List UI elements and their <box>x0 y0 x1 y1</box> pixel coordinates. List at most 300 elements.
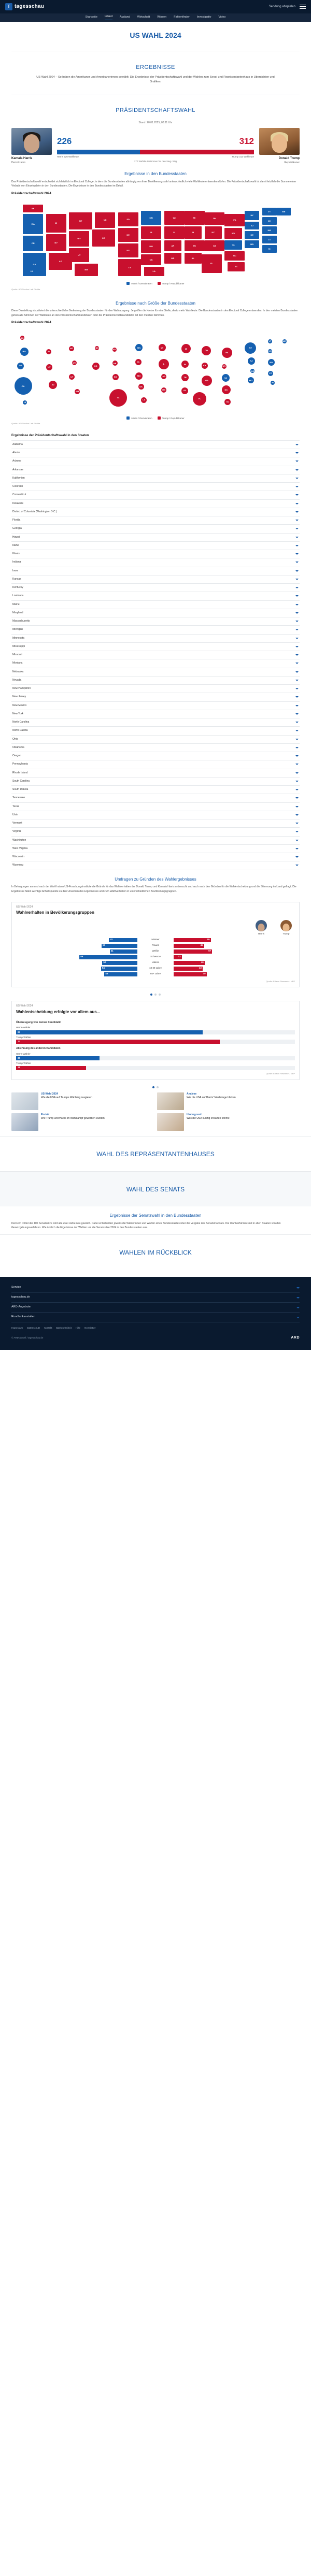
state-name: Kentucky <box>12 586 23 589</box>
state-accordion-item[interactable] <box>11 534 300 542</box>
chevron-down-icon <box>295 553 299 555</box>
state-name: Oklahoma <box>12 745 24 749</box>
harris-bar-caption: Harris 226 Wahlleute <box>57 155 79 158</box>
footer-section-label: tagesschau.de <box>11 1296 30 1299</box>
state-name: Arkansas <box>12 468 23 471</box>
chevron-down-icon <box>295 469 299 471</box>
state-accordion-item[interactable] <box>11 643 300 651</box>
chevron-down-icon <box>295 797 299 799</box>
chevron-down-icon <box>295 713 299 715</box>
state-accordion-item[interactable] <box>11 491 300 499</box>
chevron-down-icon <box>295 646 299 647</box>
senate-states-block <box>0 1206 311 1234</box>
teaser-kicker: Porträt <box>41 1113 50 1116</box>
chevron-down-icon <box>295 671 299 673</box>
article-teaser[interactable] <box>157 1092 300 1110</box>
state-accordion-item[interactable] <box>11 811 300 819</box>
chevron-down-icon <box>295 696 299 698</box>
article-teaser[interactable] <box>157 1113 300 1131</box>
carousel-dots-1[interactable] <box>0 991 311 997</box>
house-section-title: WAHL DES REPRÄSENTANTENHAUSES <box>0 1136 311 1171</box>
state-name: Iowa <box>12 569 18 572</box>
state-accordion-item[interactable] <box>11 760 300 769</box>
nav-item-2[interactable]: Ausland <box>119 16 130 19</box>
state-name: Idaho <box>12 543 19 547</box>
state-name: Minnesota <box>12 636 25 640</box>
state-accordion-item[interactable] <box>11 500 300 508</box>
trump-photo <box>259 128 300 155</box>
state-accordion-item[interactable] <box>11 516 300 525</box>
state-name: Nebraska <box>12 670 24 673</box>
state-accordion-item[interactable] <box>11 474 300 483</box>
state-accordion-item[interactable] <box>11 617 300 626</box>
state-name: Delaware <box>12 501 24 505</box>
state-name: Utah <box>12 813 18 816</box>
electoral-bubble-map[interactable] <box>0 331 311 422</box>
state-name: Louisiana <box>12 594 24 598</box>
chevron-down-icon <box>295 520 299 521</box>
footer-section-item[interactable] <box>11 1313 300 1322</box>
harris-electoral-votes: 226 <box>57 136 72 147</box>
state-accordion-item[interactable] <box>11 483 300 491</box>
state-accordion-item[interactable] <box>11 693 300 701</box>
bar-fill: 30 <box>16 1056 100 1060</box>
legend-trump-bubble: Trump / Republikaner <box>158 416 185 421</box>
state-accordion-item[interactable] <box>11 651 300 659</box>
card2-title: Wahlentscheidung erfolgte vor allem aus... <box>16 1009 101 1014</box>
chevron-down-icon <box>295 621 299 622</box>
state-name: South Dakota <box>12 788 29 791</box>
card2-head-2: Ablehnung des anderen Kandidaten <box>16 1047 61 1050</box>
state-accordion-item[interactable] <box>11 861 300 870</box>
state-name: Florida <box>12 519 21 522</box>
bar-fill: 25 <box>16 1066 86 1070</box>
state-results-block <box>0 165 311 202</box>
state-accordion-item[interactable] <box>11 609 300 617</box>
poll-row <box>16 938 295 942</box>
poll-bar-row <box>16 1062 295 1070</box>
state-accordion-item[interactable] <box>11 819 300 828</box>
chevron-down-icon <box>295 460 299 462</box>
candidate-trump <box>259 128 300 165</box>
poll-card-demographics <box>11 902 300 987</box>
harris-value-bar: 49 <box>104 972 137 976</box>
teaser-headline: Wie die USA auf Harris' Niederlage blicken <box>187 1096 236 1100</box>
teaser-kicker: US-Wahl 2024 <box>41 1092 58 1096</box>
bar-track <box>16 1030 295 1034</box>
state-accordion-item[interactable] <box>11 567 300 575</box>
state-accordion-item[interactable] <box>11 525 300 533</box>
group-label: Schwarze <box>150 955 161 958</box>
teaser-thumbnail <box>157 1113 184 1131</box>
chevron-down-icon <box>295 511 299 513</box>
brand-logo[interactable] <box>5 3 44 11</box>
electoral-map-canvas: WA OR CA ID NV AZ MT WY UT NM CO ND SD NE KS TX MN IA MO OK LA WI IL AR MS MI IN TN AL OH KY GA FL PA WV VA NC SC NY NJ DE MD VT NH MA CT RI ME HI AK <box>11 202 300 279</box>
state-accordion-item[interactable] <box>11 635 300 643</box>
state-accordion-item[interactable] <box>11 441 300 449</box>
carousel-dot-3[interactable] <box>159 994 161 996</box>
poll-bar-row <box>16 1036 295 1044</box>
chevron-down-icon <box>295 789 299 790</box>
teaser-headline: Wie Trump und Harris im Wahlkampf geworben wurden <box>41 1117 105 1120</box>
chevron-down-icon <box>295 865 299 866</box>
footer-section-item[interactable] <box>11 1303 300 1313</box>
footer-section-label: Service <box>11 1286 21 1289</box>
harris-name: Kamala Harris <box>11 157 33 161</box>
bar-label: Harris-Wähler <box>16 1026 31 1029</box>
state-name: West Virginia <box>12 846 28 850</box>
chevron-down-icon <box>295 680 299 681</box>
harris-value-bar: 53 <box>102 944 137 948</box>
electoral-vote-bar <box>52 135 259 165</box>
bar-track <box>16 1066 295 1070</box>
state-name: Pennsylvania <box>12 762 28 766</box>
poll-harris-label: Harris <box>258 932 264 936</box>
state-name: Montana <box>12 661 23 665</box>
card2-source: Quelle: Edison Research / NEP <box>266 1072 295 1075</box>
state-accordion-item[interactable] <box>11 786 300 794</box>
legend-harris-bubble: Harris / Demokraten <box>126 416 152 421</box>
bar-fill: 67 <box>16 1030 203 1034</box>
card1-chart <box>16 938 295 976</box>
state-accordion-item[interactable] <box>11 685 300 693</box>
footer-copyright: © ARD-aktuell / tagesschau.de <box>11 1336 44 1339</box>
state-accordion-item[interactable] <box>11 710 300 718</box>
state-accordion-item[interactable] <box>11 601 300 609</box>
article-teaser[interactable] <box>11 1092 154 1110</box>
state-accordion-item[interactable] <box>11 575 300 584</box>
state-name: New Hampshire <box>12 687 31 690</box>
state-name: Wisconsin <box>12 855 24 859</box>
chevron-down-icon <box>295 486 299 487</box>
state-accordion-item[interactable] <box>11 584 300 592</box>
chevron-down-icon <box>296 1287 300 1289</box>
poll-row <box>16 955 295 959</box>
state-accordion-item[interactable] <box>11 668 300 677</box>
majority-note: 270 Wahlleutestimmen für den Sieg nötig <box>134 160 177 163</box>
teaser-thumbnail <box>11 1092 38 1110</box>
ard-logo: ARD <box>291 1335 300 1340</box>
card1-candidate-heads <box>16 919 295 938</box>
harris-photo <box>11 128 52 155</box>
page-title: US WAHL 2024 <box>130 31 181 39</box>
state-name: Washington <box>12 838 26 842</box>
electoral-bar-track <box>57 150 254 154</box>
candidate-harris <box>11 128 52 165</box>
state-name: Massachusetts <box>12 620 30 623</box>
trump-value-bar: 46 <box>174 961 205 965</box>
card1-title: Wahlverhalten in Bevölkerungsgruppen <box>16 910 94 915</box>
chevron-down-icon <box>295 705 299 707</box>
carousel-dot-2[interactable] <box>154 994 157 996</box>
chevron-down-icon <box>295 452 299 454</box>
group-label: Männer <box>151 938 160 941</box>
footer-section-item[interactable] <box>11 1293 300 1303</box>
poll-row <box>16 967 295 971</box>
group-label: 18-29 Jahre <box>149 967 162 970</box>
state-name: Kalifornien <box>12 476 25 480</box>
bubble-chart-label: Präsidentschaftswahl 2024 <box>11 321 51 325</box>
chevron-down-icon <box>295 663 299 664</box>
size-results-block <box>0 294 311 331</box>
state-accordion-item[interactable] <box>11 853 300 861</box>
carousel-dot-a[interactable] <box>152 1086 154 1088</box>
legend-trump: Trump / Republikaner <box>158 282 185 286</box>
card2-chart-1 <box>16 1026 295 1044</box>
state-accordion-item[interactable] <box>11 794 300 802</box>
poll-row <box>16 949 295 954</box>
chevron-down-icon <box>295 587 299 588</box>
chevron-down-icon <box>295 570 299 572</box>
state-name: South Carolina <box>12 779 30 783</box>
state-accordion-item[interactable] <box>11 752 300 760</box>
harris-value-bar: 42 <box>109 938 137 942</box>
poll-trump-label: Trump <box>282 932 290 936</box>
state-name: Virginia <box>12 830 21 833</box>
state-name: Missouri <box>12 653 22 657</box>
state-accordion-item[interactable] <box>11 626 300 634</box>
state-name: Wyoming <box>12 864 23 867</box>
state-accordion-item[interactable] <box>11 744 300 752</box>
state-accordion-item[interactable] <box>11 659 300 668</box>
map-source: Quelle: AP/Election Lab Florida <box>11 287 40 291</box>
article-teaser[interactable] <box>11 1113 154 1131</box>
bar-track <box>16 1040 295 1044</box>
state-accordion-item[interactable] <box>11 542 300 550</box>
chevron-down-icon <box>295 444 299 445</box>
state-accordion-item[interactable] <box>11 828 300 836</box>
nav-item-5[interactable]: Faktenfinder <box>174 16 190 19</box>
teaser-headline: Wie die USA auf Trumps Wahlsieg reagieren <box>41 1096 92 1100</box>
state-accordion-item[interactable] <box>11 727 300 735</box>
size-results-text: Diese Darstellung visualisiert die unterschiedliche Bedeutung der Bundesstaaten für den Wahlausgang. Je größer die Kreise für eine Stelle, desto mehr Wahlleute. Die Bundesstaaten in den Electoral College entsenden. In den meisten Bundesstaaten gehen alle Stimmen der Wahlleute an den Präsidentschaftskandidaten oder die Präsidentschaftskandidatin mit den meisten Stimmen. <box>11 309 298 317</box>
chevron-down-icon <box>295 848 299 850</box>
state-name: Indiana <box>12 560 21 564</box>
result-timestamp: Stand: 20.01.2025, 08:11 Uhr <box>138 121 173 124</box>
footer-link[interactable]: Kontakt <box>44 1327 52 1330</box>
state-accordion-item[interactable] <box>11 592 300 600</box>
state-name: New Jersey <box>12 695 26 699</box>
state-name: North Carolina <box>12 721 30 724</box>
states-accordion-title: Ergebnisse der Präsidentschaftswahl in den Staaten <box>11 434 89 438</box>
state-name: North Dakota <box>12 729 28 732</box>
chevron-down-icon <box>295 654 299 656</box>
bar-track <box>16 1056 295 1060</box>
hamburger-menu-icon[interactable] <box>300 5 306 9</box>
teaser-headline: Was die USA künftig erwarten könnte <box>187 1117 230 1120</box>
footer-link[interactable]: Hilfe <box>76 1327 81 1330</box>
trump-value-bar: 45 <box>174 944 204 948</box>
results-section-title: ERGEBNISSE <box>136 64 175 71</box>
nav-item-6[interactable]: Investigativ <box>196 16 211 19</box>
carousel-dots-2[interactable] <box>0 1084 311 1089</box>
chevron-down-icon <box>295 814 299 816</box>
chevron-down-icon <box>295 612 299 614</box>
bubble-legend <box>11 414 300 422</box>
footer-link[interactable]: Datenschutz <box>27 1327 40 1330</box>
legend-harris: Harris / Demokraten <box>126 282 152 286</box>
footer-link[interactable]: Newsletter <box>84 1327 96 1330</box>
state-name: District of Columbia (Washington D.C.) <box>12 510 57 513</box>
footer-section-item[interactable] <box>11 1283 300 1293</box>
poll-avatar-harris <box>252 920 270 936</box>
state-name: Oregon <box>12 754 21 758</box>
state-name: New York <box>12 712 24 715</box>
play-broadcast-link[interactable]: Sendung abspielen <box>268 5 295 8</box>
senate-states-text: Denn im Drittel der 100 Senatssitze wird alle zwei Jahre neu gewählt. Dabei entscheiden jeweils die Wählerinnen und Wähler eines Bundesstaates über die Vergabe des Senatsmandats. Die Wahlverfahren sind in allen Staaten von den Gesetzgebungsverfahren. Wie ähnlich die Ergebnisse der Wahlen um die Senatssitze 2024 in den Bundesstaaten aus. <box>11 1221 281 1230</box>
trump-name: Donald Trump <box>278 157 300 161</box>
trump-value-bar: 55 <box>174 938 211 942</box>
state-name: Texas <box>12 804 20 808</box>
tagesschau-mark-icon: T <box>5 3 12 10</box>
state-accordion-item[interactable] <box>11 449 300 457</box>
chevron-down-icon <box>295 781 299 782</box>
footer-link[interactable]: Impressum <box>11 1327 23 1330</box>
footer-section-label: Rundfunkanstalten <box>11 1315 35 1319</box>
bar-label: Trump-Wähler <box>16 1062 31 1065</box>
card2-kicker: US-Wahl 2024 <box>16 1004 33 1008</box>
polls-text: In Befragungen am und nach der Wahl haben US-Forschungsinstitute die Gründe für das Wahlverhalten der Donald Trump und Kamala Harris untersucht und auch nach den Gründen für die Wahlentscheidung und die Stimmung im Land gefragt. Die Ergebnisse fallen wichtige Anhaltspunkte zu den Ursachen des Ergebnisses und zum Wahlverhalten in unterschiedlichen Bevölkerungsgruppen. <box>11 885 296 893</box>
presidential-hero <box>0 118 311 165</box>
bubble-map-canvas: WA OR CA ID NV AZ MT WY UT NM CO ND SD NE KS TX MN IA MO OK LA WI IL AR MS MI IN TN AL OH KY GA FL PA WV VA NC SC NY NJ DE MD VT NH MA CT RI ME AK HI <box>11 331 300 414</box>
nav-item-7[interactable]: Video <box>218 16 226 19</box>
state-accordion-item[interactable] <box>11 677 300 685</box>
chevron-down-icon <box>295 747 299 749</box>
poll-row <box>16 944 295 948</box>
state-accordion-item[interactable] <box>11 778 300 786</box>
results-section-subtitle: US-Wahl 2024 – So haben die Amerikaner und Amerikanerinnen gewählt: Die Ergebnisse der Präsidentschaftswahl und der Wahlen zum Senat und Repräsentantenhaus in Ubersichten und Grafiken. <box>36 76 275 84</box>
footer-link[interactable]: Barrierefreiheit <box>56 1327 72 1330</box>
chevron-down-icon <box>295 730 299 731</box>
state-name: Nevada <box>12 678 22 682</box>
state-name: Maine <box>12 602 20 606</box>
brand-name: tagesschau <box>15 3 45 9</box>
nav-item-0[interactable]: Startseite <box>85 16 97 19</box>
state-accordion-item[interactable] <box>11 550 300 558</box>
state-accordion-item[interactable] <box>11 837 300 845</box>
map-chart-label: Präsidentschaftswahl 2024 <box>11 192 51 195</box>
chevron-down-icon <box>295 537 299 538</box>
polls-block <box>0 870 311 898</box>
teaser-kicker: Analyse <box>187 1092 197 1096</box>
carousel-dot-1[interactable] <box>150 994 152 996</box>
card2-head-1: Überzeugung von meiner Kandidatin <box>16 1021 62 1025</box>
state-name: New Mexico <box>12 703 27 707</box>
chevron-down-icon <box>295 806 299 808</box>
state-name: Connecticut <box>12 493 26 497</box>
state-name: Arizona <box>12 459 21 463</box>
chevron-down-icon <box>295 494 299 496</box>
state-accordion-item[interactable] <box>11 702 300 710</box>
nav-item-4[interactable]: Wissen <box>157 16 167 19</box>
chevron-down-icon <box>295 528 299 529</box>
chevron-down-icon <box>295 831 299 832</box>
nav-item-3[interactable]: Wirtschaft <box>137 16 150 19</box>
state-accordion-item[interactable] <box>11 845 300 853</box>
chevron-down-icon <box>295 629 299 630</box>
header-right-controls <box>269 5 306 9</box>
state-name: Alabama <box>12 442 23 446</box>
poll-row <box>16 972 295 976</box>
chevron-down-icon <box>295 579 299 580</box>
poll-row <box>16 961 295 965</box>
poll-bar-row <box>16 1053 295 1061</box>
state-results-title: Ergebnisse in den Bundesstaaten <box>124 171 187 176</box>
review-section-title: WAHLEN IM RÜCKBLICK <box>0 1234 311 1270</box>
state-accordion-item[interactable] <box>11 558 300 567</box>
trump-party: Republikaner <box>284 161 300 164</box>
state-name: Mississippi <box>12 644 25 648</box>
chevron-down-icon <box>295 638 299 639</box>
chevron-down-icon <box>295 562 299 563</box>
state-results-text: Das Präsidentschaftswahl entscheidet sich letztlich im Electoral College, in dem die Bundesstaaten abhängig von ihrer Bevölkerungszahl unterschiedlich viele Wahlleute entsenden dürfen. Die Präsidentschaftswahl ist damit letztlich die Summe einer Vielzahl von Einzelwahlen in den Bundesstaaten. Die Ergebnisse in den Bundesstaaten im Detail. <box>11 180 296 188</box>
chevron-down-icon <box>295 840 299 841</box>
state-accordion-item[interactable] <box>11 466 300 474</box>
state-name: Alaska <box>12 451 21 455</box>
trump-value-bar: 12 <box>174 955 182 959</box>
chevron-down-icon <box>296 1307 300 1308</box>
states-accordion <box>11 440 300 870</box>
presidential-section-title: PRÄSIDENTSCHAFTSWAHL <box>116 107 195 113</box>
teaser-thumbnail <box>11 1113 38 1131</box>
main-navigation <box>0 13 311 22</box>
group-label: Latinos <box>151 961 160 964</box>
carousel-dot-b[interactable] <box>157 1086 159 1088</box>
state-accordion-item[interactable] <box>11 736 300 744</box>
trump-value-bar: 43 <box>174 967 203 971</box>
teaser-kicker: Hintergrund <box>187 1113 202 1116</box>
poll-card-motivation <box>11 1001 300 1080</box>
state-name: Illinois <box>12 552 20 556</box>
state-accordion-item[interactable] <box>11 457 300 466</box>
state-accordion-item[interactable] <box>11 718 300 727</box>
trump-bar-caption: Trump 312 Wahlleute <box>232 155 254 158</box>
state-name: Maryland <box>12 611 23 614</box>
state-name: Rhode Island <box>12 771 28 774</box>
nav-item-1[interactable]: Inland <box>105 15 112 21</box>
group-label: Frauen <box>151 944 160 947</box>
card2-chart-2 <box>16 1053 295 1070</box>
bar-label: Harris-Wähler <box>16 1052 31 1055</box>
state-accordion-item[interactable] <box>11 769 300 778</box>
card1-source: Quelle: Edison Research / NEP <box>266 980 295 983</box>
group-label: Weiße <box>152 949 159 953</box>
chevron-down-icon <box>295 688 299 689</box>
state-name: Colorado <box>12 485 23 488</box>
chevron-down-icon <box>295 595 299 597</box>
state-name: Ohio <box>12 737 18 741</box>
page-footer <box>0 1277 311 1350</box>
chevron-down-icon <box>295 545 299 546</box>
map-legend <box>11 279 300 287</box>
trump-electoral-votes: 312 <box>239 136 254 147</box>
chevron-down-icon <box>295 739 299 740</box>
harris-value-bar: 41 <box>110 949 137 954</box>
chevron-down-icon <box>295 478 299 479</box>
teaser-thumbnail <box>157 1092 184 1110</box>
state-accordion-item[interactable] <box>11 508 300 516</box>
footer-links <box>11 1322 300 1330</box>
state-name: Kansas <box>12 577 21 581</box>
electoral-map[interactable] <box>0 202 311 287</box>
state-name: Hawaii <box>12 535 21 539</box>
chevron-down-icon <box>295 722 299 723</box>
trump-value-bar: 57 <box>174 949 212 954</box>
article-teasers <box>0 1089 311 1136</box>
bar-fill: 73 <box>16 1040 220 1044</box>
state-accordion-item[interactable] <box>11 803 300 811</box>
chevron-down-icon <box>295 503 299 505</box>
